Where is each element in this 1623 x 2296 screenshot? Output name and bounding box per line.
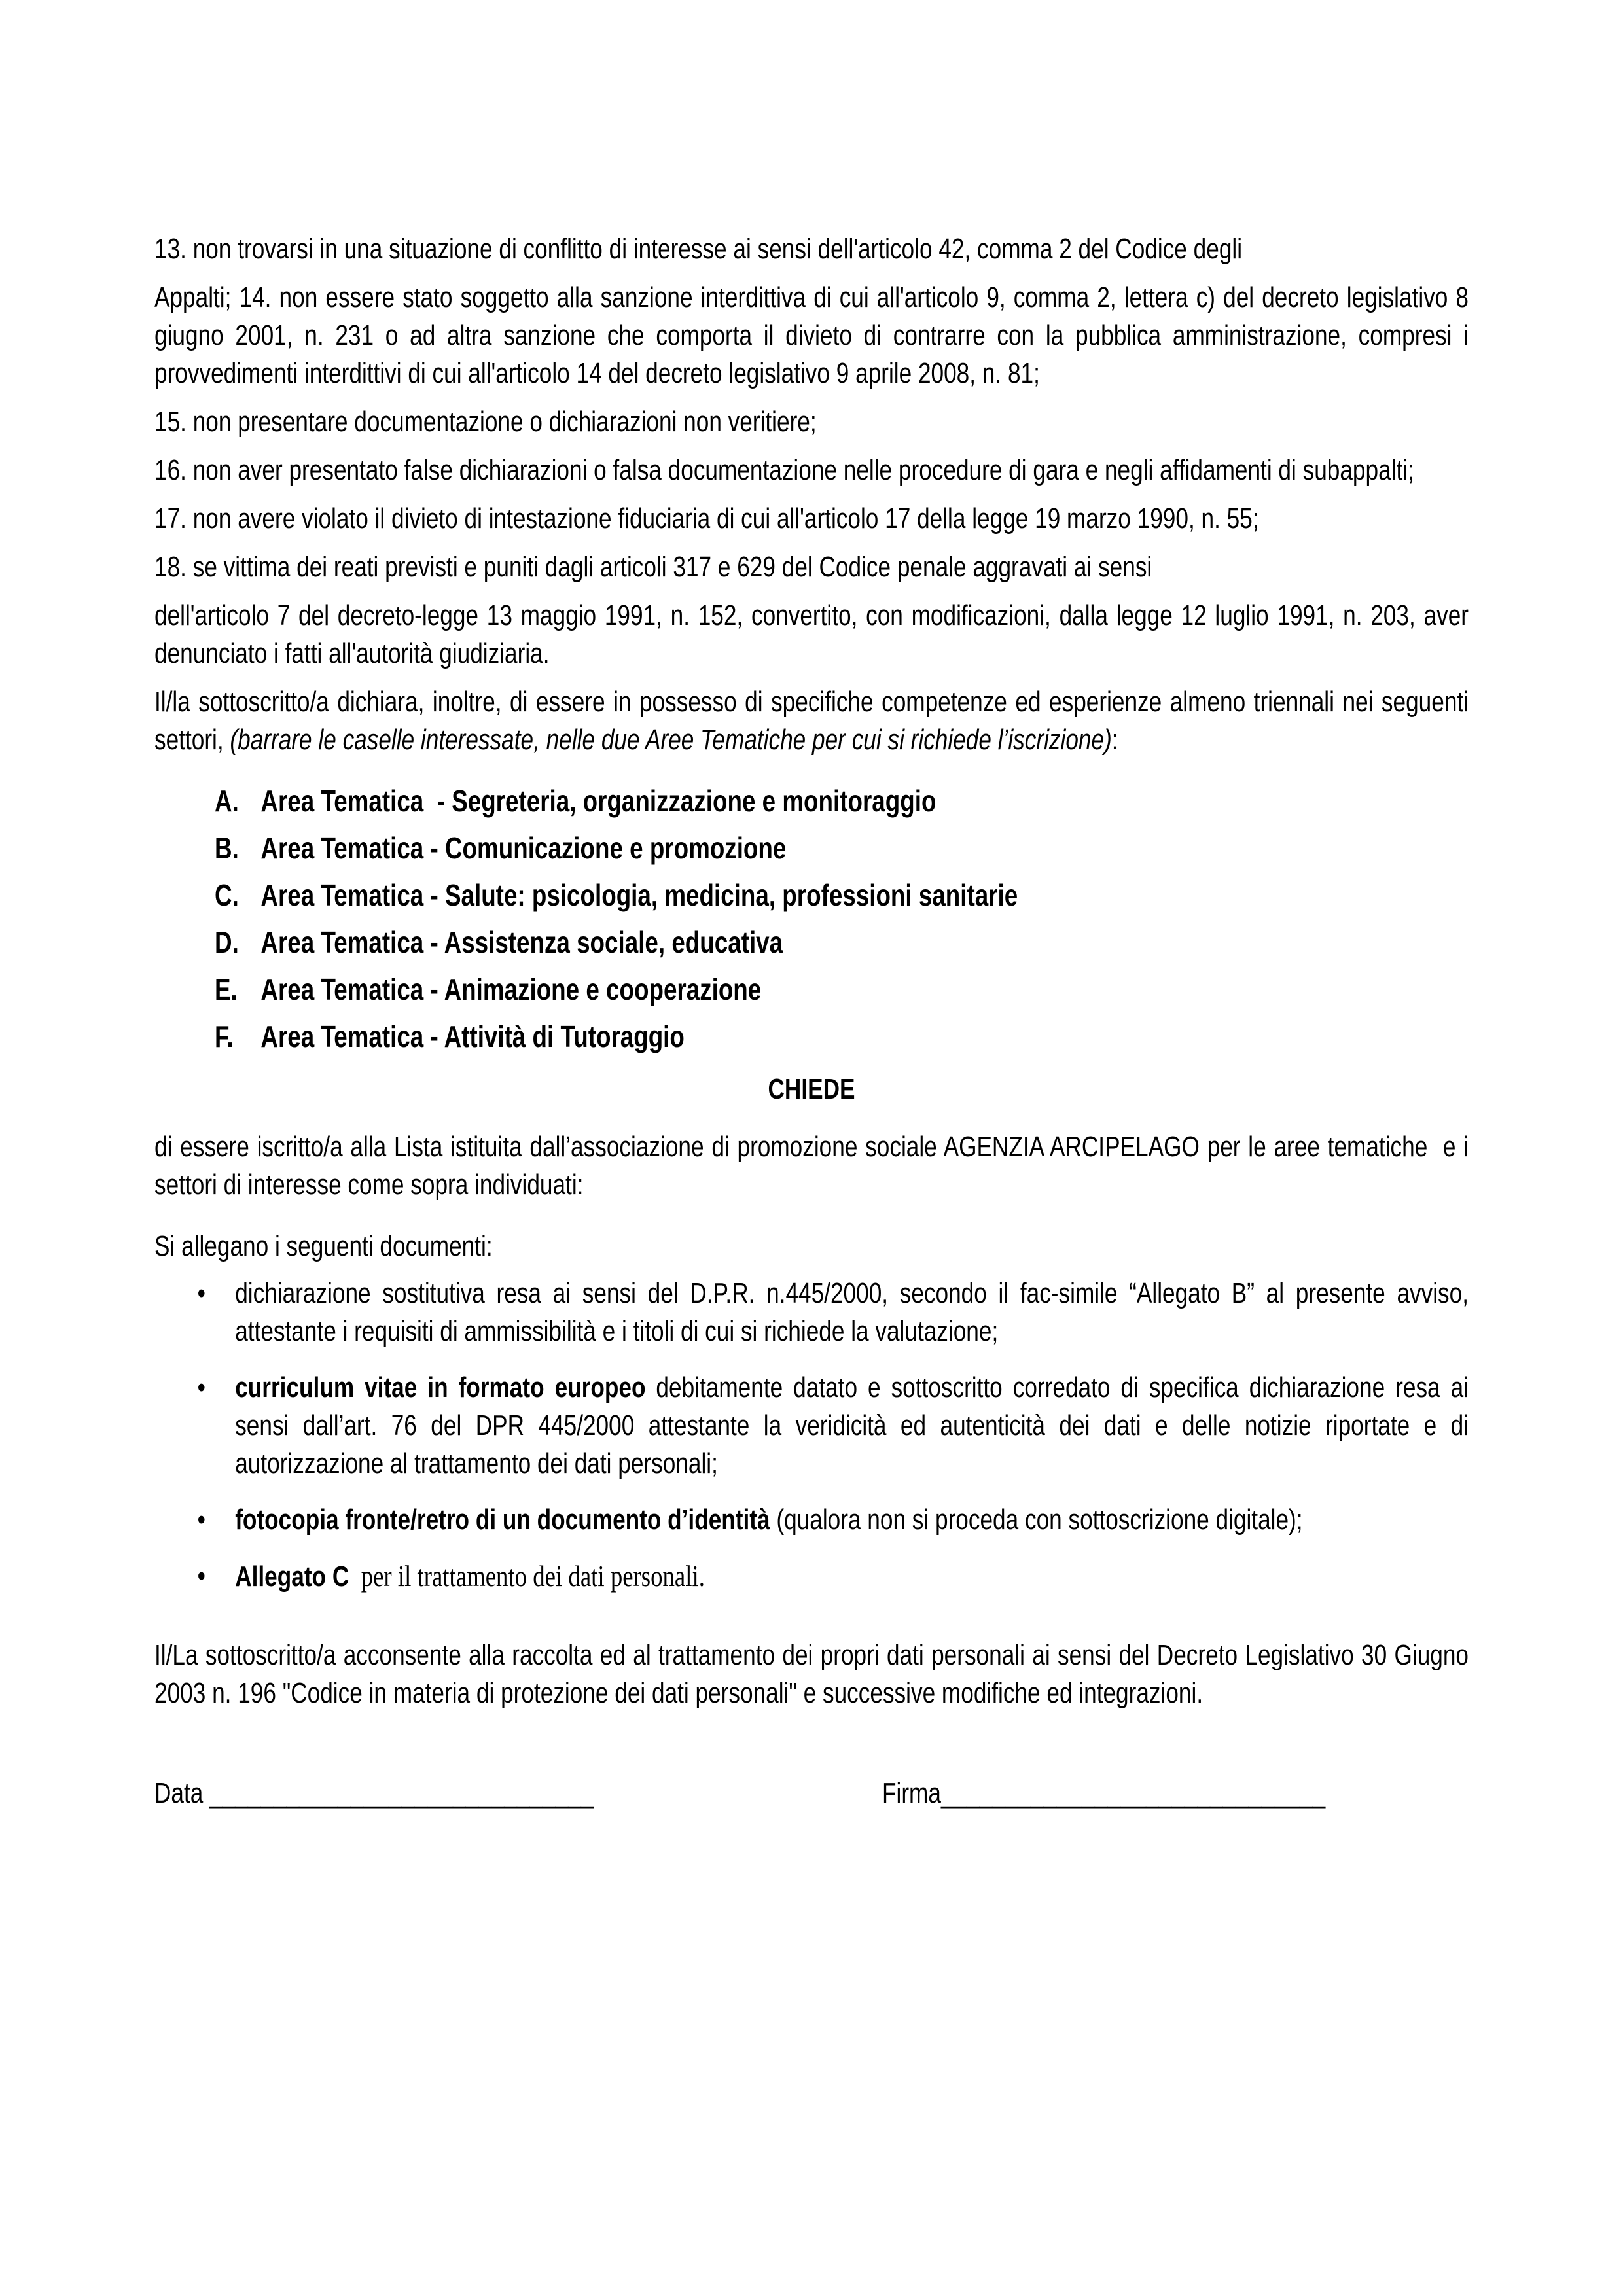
date-label: Data xyxy=(154,1777,210,1809)
attachment-bold: curriculum vitae in formato europeo xyxy=(235,1371,646,1404)
attachment-text xyxy=(235,1369,1469,1483)
thematic-area-item-c xyxy=(154,872,1469,919)
date-field xyxy=(154,1777,594,1809)
attachments-list xyxy=(154,1275,1469,1596)
paragraph-17: 17. non avere violato il divieto di intestazione fiduciaria di cui all'articolo 17 della legge 19 marzo 1990, n. 55; xyxy=(154,503,1259,535)
document-content xyxy=(154,230,1469,1812)
thematic-area-item-f xyxy=(154,1013,1469,1060)
attachments-intro: Si allegano i seguenti documenti: xyxy=(154,1230,493,1262)
area-label: Area Tematica - Assistenza sociale, educativa xyxy=(260,925,783,959)
area-letter: C. xyxy=(215,878,239,912)
area-label: Area Tematica - Segreteria, organizzazione e monitoraggio xyxy=(260,784,936,818)
declaration-note: (barrare le caselle interessate, nelle due Aree Tematiche per cui si richiede l’iscrizione) xyxy=(230,724,1112,756)
request-paragraph: di essere iscritto/a alla Lista istituita dall’associazione di promozione sociale AGENZIA ARCIPELAGO per le aree tematiche e i settori di interesse come sopra individuati: xyxy=(154,1131,1469,1201)
attachment-text xyxy=(235,1275,1469,1351)
attachment-bold: fotocopia fronte/retro di un documento d’identità xyxy=(235,1504,770,1536)
area-letter: E. xyxy=(215,972,238,1006)
attachment-item-2 xyxy=(154,1369,1469,1483)
area-label: Area Tematica - Animazione e cooperazione xyxy=(260,972,762,1006)
attachment-serif: per il trattamento dei dati personali. xyxy=(349,1559,705,1593)
paragraph-16: 16. non aver presentato false dichiarazioni o falsa documentazione nelle procedure di gara e negli affidamenti di subappalti; xyxy=(154,454,1414,486)
thematic-area-item-b xyxy=(154,824,1469,872)
firma-field xyxy=(882,1775,1325,1812)
attachment-item-1 xyxy=(154,1275,1469,1351)
area-label: Area Tematica - Comunicazione e promozione xyxy=(260,831,787,865)
consent-paragraph: Il/La sottoscritto/a acconsente alla raccolta ed al trattamento dei propri dati personali ai sensi del Decreto Legislativo 30 Giugno 2003 n. 196 "Codice in materia di protezione dei dati personali" e successive modifiche ed integrazioni. xyxy=(154,1639,1469,1709)
area-label: Area Tematica - Attività di Tutoraggio xyxy=(260,1019,685,1053)
attachment-rest: debitamente datato e sottoscritto corredato di specifica dichiarazione resa ai sensi dall’art. 76 del DPR 445/2000 attestante la veridicità ed autenticità dei dati e delle notizie riportate e di autorizzazione al trattamento dei dati personali; xyxy=(235,1371,1469,1479)
attachment-rest: dichiarazione sostitutiva resa ai sensi del D.P.R. n.445/2000, secondo il fac-simile “Allegato B” al presente avviso, attestante i requisiti di ammissibilità e i titoli di cui si richiede la valutazione; xyxy=(235,1277,1469,1347)
attachment-item-4 xyxy=(154,1557,1469,1596)
paragraph-18b: dell'articolo 7 del decreto-legge 13 maggio 1991, n. 152, convertito, con modificazioni, dalla legge 12 luglio 1991, n. 203, aver denunciato i fatti all'autorità giudiziaria. xyxy=(154,599,1469,669)
bullet-icon: • xyxy=(197,1371,205,1404)
paragraph-15: 15. non presentare documentazione o dichiarazioni non veritiere; xyxy=(154,406,817,438)
bullet-icon: • xyxy=(197,1504,205,1536)
area-letter: B. xyxy=(215,831,239,865)
chiede-heading: CHIEDE xyxy=(768,1073,855,1105)
date-line: ______________________________ xyxy=(209,1777,594,1809)
thematic-areas-list xyxy=(154,777,1469,1060)
area-letter: A. xyxy=(215,784,239,818)
attachment-bold: Allegato C xyxy=(235,1561,349,1593)
area-letter: F. xyxy=(215,1019,234,1053)
attachment-text xyxy=(235,1501,1469,1539)
attachment-item-3 xyxy=(154,1501,1469,1539)
attachment-text xyxy=(235,1557,1469,1596)
area-label: Area Tematica - Salute: psicologia, medicina, professioni sanitarie xyxy=(260,878,1018,912)
thematic-area-item-d xyxy=(154,919,1469,966)
signature-row xyxy=(154,1775,1469,1812)
declaration-lead: Il/la sottoscritto/a dichiara, inoltre, di essere in possesso di specifiche competenze ed esperienze almeno triennali nei seguenti settori, xyxy=(154,686,1469,756)
firma-line: ______________________________ xyxy=(940,1777,1326,1809)
declaration-paragraph xyxy=(154,683,1469,759)
firma-label: Firma xyxy=(882,1777,941,1809)
thematic-area-item-e xyxy=(154,966,1469,1013)
bullet-icon: • xyxy=(197,1560,205,1592)
attachment-rest: (qualora non si proceda con sottoscrizione digitale); xyxy=(770,1504,1303,1536)
paragraph-13: 13. non trovarsi in una situazione di conflitto di interesse ai sensi dell'articolo 42, comma 2 del Codice degli xyxy=(154,233,1243,265)
declaration-tail: : xyxy=(1111,724,1118,756)
thematic-area-item-a xyxy=(154,777,1469,824)
area-letter: D. xyxy=(215,925,239,959)
bullet-icon: • xyxy=(197,1277,205,1309)
paragraph-18a: 18. se vittima dei reati previsti e puniti dagli articoli 317 e 629 del Codice penale aggravati ai sensi xyxy=(154,551,1152,583)
paragraph-14: Appalti; 14. non essere stato soggetto alla sanzione interdittiva di cui all'articolo 9, comma 2, lettera c) del decreto legislativo 8 giugno 2001, n. 231 o ad altra sanzione che comporta il divieto di contrarre con la pubblica amministrazione, compresi i provvedimenti interdittivi di cui all'articolo 14 del decreto legislativo 9 aprile 2008, n. 81; xyxy=(154,281,1469,389)
